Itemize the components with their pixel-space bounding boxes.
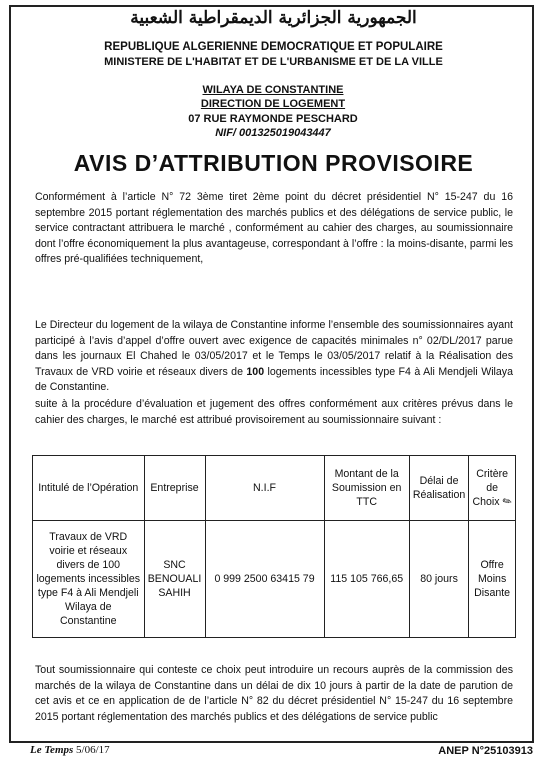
publication-name: Le Temps: [30, 744, 74, 756]
award-table: [32, 455, 516, 638]
cell-nif: 0 999 2500 63415 79: [205, 521, 324, 638]
header-montant: Montant de la Soumission en TTC: [324, 456, 409, 521]
paragraph-legal-basis: Conformément à l’article N° 72 3ème tiret 2ème point du décret présidentiel N° 15-247 du 16 septembre 2015 portant réglementation des marchés publics et des délégations de service public, le service contractant attribuera le marché , conformément au cahier des charges, au soumissionnaire dont l’offre économiquement la plus avantageuse, correspondant à l’offre : la moins-disante, parmi les offres pré-qualifiées techniquement,: [35, 191, 513, 266]
publication-footer: [30, 744, 110, 756]
cell-operation: Travaux de VRD voirie et réseaux divers de 100 logements incessibles type F4 à Ali Mendjeli Wilaya de Constantine: [33, 521, 145, 638]
table-row: [33, 521, 516, 638]
cell-delai: 80 jours: [409, 521, 468, 638]
ministry-header: MINISTERE DE L'HABITAT ET DE L'URBANISME ET DE LA VILLE: [104, 56, 443, 68]
wilaya-line: WILAYA DE CONSTANTINE: [202, 84, 344, 96]
direction-line: DIRECTION DE LOGEMENT: [200, 98, 346, 110]
publication-date: 5/06/17: [76, 744, 110, 756]
nif-line: NIF/ 001325019043447: [215, 127, 331, 139]
republic-header: REPUBLIQUE ALGERIENNE DEMOCRATIQUE ET POPULAIRE: [104, 41, 443, 53]
paragraph-evaluation: suite à la procédure d’évaluation et jugement des offres conformément aux critères prévus dans le cahier des charges, le marché est attribué provisoirement au soumissionnaire suivant :: [35, 398, 513, 426]
header-critere: Critère de Choix ✎: [469, 456, 516, 521]
pen-mark-icon: ✎: [500, 494, 515, 510]
header-operation: Intitulé de l’Opération: [33, 456, 145, 521]
cell-entreprise: SNC BENOUALI SAHIH: [144, 521, 205, 638]
cell-montant: 115 105 766,65: [324, 521, 409, 638]
notice-title: AVIS D’ATTRIBUTION PROVISOIRE: [73, 150, 474, 176]
arabic-header: الجمهورية الجزائرية الديمقراطية الشعبية: [130, 8, 417, 28]
table-header-row: [33, 456, 516, 521]
address-line: 07 RUE RAYMONDE PESCHARD: [188, 113, 358, 125]
header-nif: N.I.F: [205, 456, 324, 521]
cell-critere: Offre Moins Disante: [469, 521, 516, 638]
header-entreprise: Entreprise: [144, 456, 205, 521]
header-delai: Délai de Réalisation: [409, 456, 468, 521]
paragraph-announcement: Le Directeur du logement de la wilaya de Constantine informe l’ensemble des soumissionnaires ayant participé à l’avis d’appel d’offre ouvert avec exigence de capacités minimales n° 02/DL/2017 parue dans les journaux El Chahed le 03/05/2017 et le Temps le 03/05/2017 relatif à la Réalisation des Travaux de VRD voirie et réseaux divers de 100 logements incessibles type F4 à Ali Mendjeli Wilaya de Constantine.: [35, 319, 513, 394]
paragraph-appeal: Tout soumissionnaire qui conteste ce choix peut introduire un recours auprès de la commission des marchés de la wilaya de Constantine dans un délai de dix 10 jours à partir de la date de parution de cet avis et ce en application de de l’article N° 82 du décret présidentiel N° 15-247 du 16 septembre 2015 portant réglementation des marchés publics et des délégations de service public: [35, 664, 513, 723]
anep-reference: ANEP N°25103913: [438, 745, 533, 757]
